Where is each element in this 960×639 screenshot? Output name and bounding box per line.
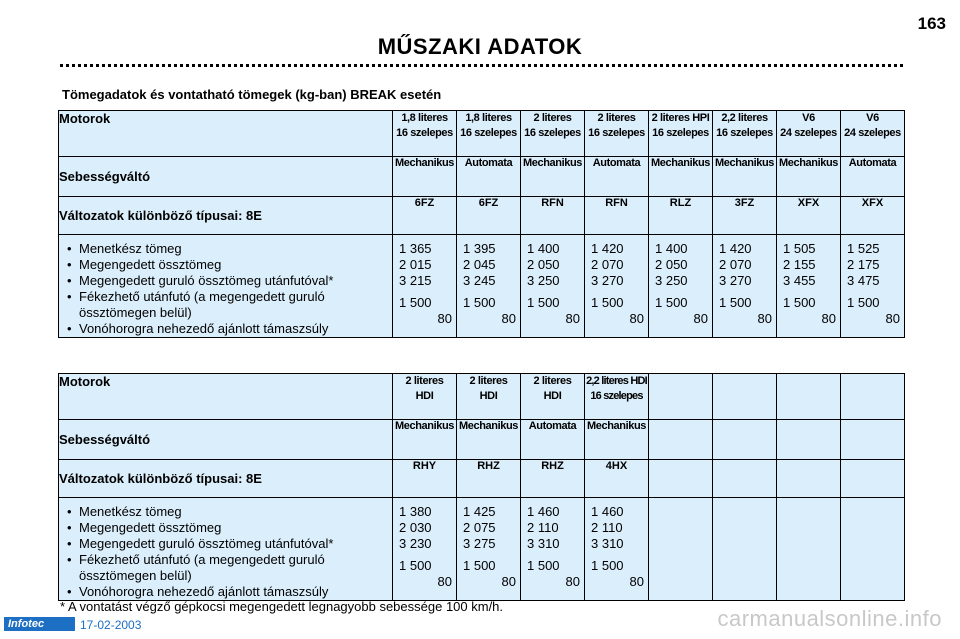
variant-code: 6FZ bbox=[457, 197, 521, 235]
gearbox-cell: Automata bbox=[457, 157, 521, 197]
curb-weight: 1 505 bbox=[783, 241, 816, 256]
engine-header: 1,8 literes 16 szelepes bbox=[457, 111, 521, 157]
empty-cell bbox=[777, 374, 841, 420]
gearbox-row-label: Sebességváltó bbox=[59, 420, 393, 460]
braked-trailer: 1 500 bbox=[399, 295, 432, 310]
gearbox-cell: Mechanikus bbox=[393, 157, 457, 197]
gearbox-row-label: Sebességváltó bbox=[59, 157, 393, 197]
empty-cell bbox=[649, 460, 713, 498]
value-cell bbox=[585, 235, 649, 338]
gearbox-cell: Automata bbox=[585, 157, 649, 197]
gearbox-cell: Mechanikus bbox=[521, 157, 585, 197]
gearbox-cell: Automata bbox=[521, 420, 585, 460]
gross-weight: 2 045 bbox=[463, 257, 496, 272]
gross-weight: 2 075 bbox=[463, 520, 496, 535]
gross-weight: 2 155 bbox=[783, 257, 816, 272]
empty-cell bbox=[713, 498, 777, 601]
gross-train-weight: 3 475 bbox=[847, 273, 880, 288]
section-subtitle: Tömegadatok és vontatható tömegek (kg-ban) BREAK esetén bbox=[62, 87, 442, 102]
gross-weight: 2 110 bbox=[527, 520, 559, 535]
engine-row bbox=[59, 374, 905, 420]
gross-weight: 2 015 bbox=[399, 257, 432, 272]
variant-row-label: Változatok különböző típusai: 8E bbox=[59, 197, 393, 235]
spec-item: • Megengedett guruló össztömeg utánfutóval* bbox=[65, 536, 388, 552]
spec-item: • Vonóhorogra nehezedő ajánlott támaszsúly bbox=[65, 321, 388, 337]
gross-train-weight: 3 270 bbox=[719, 273, 752, 288]
footnote: * A vontatást végző gépkocsi megengedett legnagyobb sebessége 100 km/h. bbox=[60, 599, 504, 614]
curb-weight: 1 460 bbox=[527, 504, 560, 519]
empty-cell bbox=[777, 498, 841, 601]
value-cell bbox=[393, 498, 457, 601]
gross-train-weight: 3 455 bbox=[783, 273, 816, 288]
variant-row bbox=[59, 197, 905, 235]
empty-cell bbox=[841, 460, 905, 498]
gross-train-weight: 3 310 bbox=[591, 536, 624, 551]
variant-code: RFN bbox=[585, 197, 649, 235]
curb-weight: 1 525 bbox=[847, 241, 880, 256]
gross-train-weight: 3 275 bbox=[463, 536, 496, 551]
gross-weight: 2 050 bbox=[527, 257, 560, 272]
engine-header: 2 literes HPI 16 szelepes bbox=[649, 111, 713, 157]
nose-weight: 80 bbox=[437, 574, 452, 589]
gross-weight: 2 070 bbox=[719, 257, 752, 272]
braked-trailer: 1 500 bbox=[399, 558, 432, 573]
variant-row bbox=[59, 460, 905, 498]
braked-trailer: 1 500 bbox=[655, 295, 688, 310]
engine-row-label: Motorok bbox=[59, 111, 393, 157]
braked-trailer: 1 500 bbox=[591, 295, 624, 310]
engine-row bbox=[59, 111, 905, 157]
braked-trailer: 1 500 bbox=[527, 558, 560, 573]
spec-item: • Megengedett össztömeg bbox=[65, 257, 388, 273]
engine-header: 2 literes HDI bbox=[393, 374, 457, 420]
nose-weight: 80 bbox=[629, 574, 644, 589]
curb-weight: 1 420 bbox=[591, 241, 624, 256]
engine-header: 1,8 literes 16 szelepes bbox=[393, 111, 457, 157]
dotted-divider bbox=[60, 64, 903, 67]
gearbox-row bbox=[59, 157, 905, 197]
engine-header: 2,2 literes HDI 16 szelepes bbox=[585, 374, 649, 420]
infotec-logo: Infotec bbox=[4, 617, 75, 631]
value-cell bbox=[393, 235, 457, 338]
variant-code: 6FZ bbox=[393, 197, 457, 235]
braked-trailer: 1 500 bbox=[719, 295, 752, 310]
nose-weight: 80 bbox=[501, 311, 516, 326]
empty-cell bbox=[713, 460, 777, 498]
braked-trailer: 1 500 bbox=[847, 295, 880, 310]
variant-code: 3FZ bbox=[713, 197, 777, 235]
gross-weight: 2 070 bbox=[591, 257, 624, 272]
gross-train-weight: 3 230 bbox=[399, 536, 432, 551]
spec-list-cell bbox=[59, 498, 393, 601]
gearbox-row bbox=[59, 420, 905, 460]
curb-weight: 1 365 bbox=[399, 241, 432, 256]
curb-weight: 1 380 bbox=[399, 504, 432, 519]
gearbox-cell: Mechanikus bbox=[393, 420, 457, 460]
value-cell bbox=[521, 235, 585, 338]
spec-list bbox=[59, 498, 392, 600]
nose-weight: 80 bbox=[757, 311, 772, 326]
braked-trailer: 1 500 bbox=[591, 558, 624, 573]
engine-header: V6 24 szelepes bbox=[841, 111, 905, 157]
spec-list bbox=[59, 235, 392, 337]
spec-item: • Menetkész tömeg bbox=[65, 504, 388, 520]
gearbox-cell: Mechanikus bbox=[777, 157, 841, 197]
variant-code: RFN bbox=[521, 197, 585, 235]
values-row bbox=[59, 498, 905, 601]
empty-cell bbox=[841, 420, 905, 460]
spec-item: • Megengedett guruló össztömeg utánfutóval* bbox=[65, 273, 388, 289]
variant-code: RLZ bbox=[649, 197, 713, 235]
empty-cell bbox=[649, 420, 713, 460]
gross-weight: 2 030 bbox=[399, 520, 432, 535]
spec-item: • Fékezhető utánfutó (a megengedett guruló össztömegen belül) bbox=[65, 289, 388, 321]
empty-cell bbox=[841, 374, 905, 420]
braked-trailer: 1 500 bbox=[783, 295, 816, 310]
gearbox-cell: Mechanikus bbox=[649, 157, 713, 197]
gearbox-cell: Mechanikus bbox=[585, 420, 649, 460]
value-cell bbox=[457, 498, 521, 601]
variant-code: RHZ bbox=[457, 460, 521, 498]
nose-weight: 80 bbox=[437, 311, 452, 326]
gross-train-weight: 3 250 bbox=[527, 273, 560, 288]
variant-code: RHZ bbox=[521, 460, 585, 498]
curb-weight: 1 400 bbox=[655, 241, 688, 256]
gross-train-weight: 3 270 bbox=[591, 273, 624, 288]
empty-cell bbox=[777, 420, 841, 460]
gross-weight: 2 110 bbox=[591, 520, 623, 535]
weights-table-1 bbox=[58, 110, 905, 338]
empty-cell bbox=[649, 498, 713, 601]
engine-header: 2 literes 16 szelepes bbox=[585, 111, 649, 157]
variant-code: XFX bbox=[841, 197, 905, 235]
page-number: 163 bbox=[917, 14, 946, 33]
page-title: MŰSZAKI ADATOK bbox=[377, 34, 583, 59]
spec-item: • Megengedett össztömeg bbox=[65, 520, 388, 536]
value-cell bbox=[521, 498, 585, 601]
gearbox-cell: Automata bbox=[841, 157, 905, 197]
gross-weight: 2 175 bbox=[847, 257, 880, 272]
empty-cell bbox=[713, 420, 777, 460]
curb-weight: 1 400 bbox=[527, 241, 560, 256]
nose-weight: 80 bbox=[693, 311, 708, 326]
gross-train-weight: 3 310 bbox=[527, 536, 560, 551]
nose-weight: 80 bbox=[565, 311, 580, 326]
watermark: carmanualsonline.info bbox=[717, 606, 942, 631]
weights-table-2 bbox=[58, 373, 905, 601]
curb-weight: 1 420 bbox=[719, 241, 752, 256]
variant-code: RHY bbox=[393, 460, 457, 498]
gross-train-weight: 3 250 bbox=[655, 273, 688, 288]
gearbox-cell: Mechanikus bbox=[713, 157, 777, 197]
nose-weight: 80 bbox=[629, 311, 644, 326]
nose-weight: 80 bbox=[885, 311, 900, 326]
spec-item: • Menetkész tömeg bbox=[65, 241, 388, 257]
curb-weight: 1 460 bbox=[591, 504, 624, 519]
values-row bbox=[59, 235, 905, 338]
engine-header: V6 24 szelepes bbox=[777, 111, 841, 157]
curb-weight: 1 425 bbox=[463, 504, 496, 519]
print-date: 17-02-2003 bbox=[80, 618, 142, 632]
empty-cell bbox=[713, 374, 777, 420]
spec-item: • Fékezhető utánfutó (a megengedett guruló össztömegen belül) bbox=[65, 552, 388, 584]
empty-cell bbox=[841, 498, 905, 601]
braked-trailer: 1 500 bbox=[463, 295, 496, 310]
engine-header: 2,2 literes 16 szelepes bbox=[713, 111, 777, 157]
nose-weight: 80 bbox=[821, 311, 836, 326]
gross-train-weight: 3 215 bbox=[399, 273, 432, 288]
nose-weight: 80 bbox=[565, 574, 580, 589]
engine-header: 2 literes HDI bbox=[521, 374, 585, 420]
braked-trailer: 1 500 bbox=[463, 558, 496, 573]
gross-train-weight: 3 245 bbox=[463, 273, 496, 288]
engine-header: 2 literes 16 szelepes bbox=[521, 111, 585, 157]
value-cell bbox=[777, 235, 841, 338]
braked-trailer: 1 500 bbox=[527, 295, 560, 310]
nose-weight: 80 bbox=[501, 574, 516, 589]
value-cell bbox=[457, 235, 521, 338]
engine-header: 2 literes HDI bbox=[457, 374, 521, 420]
gearbox-cell: Mechanikus bbox=[457, 420, 521, 460]
spec-list-cell bbox=[59, 235, 393, 338]
spec-item: • Vonóhorogra nehezedő ajánlott támaszsúly bbox=[65, 584, 388, 600]
empty-cell bbox=[777, 460, 841, 498]
value-cell bbox=[649, 235, 713, 338]
value-cell bbox=[585, 498, 649, 601]
variant-code: XFX bbox=[777, 197, 841, 235]
empty-cell bbox=[649, 374, 713, 420]
gross-weight: 2 050 bbox=[655, 257, 688, 272]
variant-row-label: Változatok különböző típusai: 8E bbox=[59, 460, 393, 498]
value-cell bbox=[713, 235, 777, 338]
variant-code: 4HX bbox=[585, 460, 649, 498]
engine-row-label: Motorok bbox=[59, 374, 393, 420]
value-cell bbox=[841, 235, 905, 338]
curb-weight: 1 395 bbox=[463, 241, 496, 256]
